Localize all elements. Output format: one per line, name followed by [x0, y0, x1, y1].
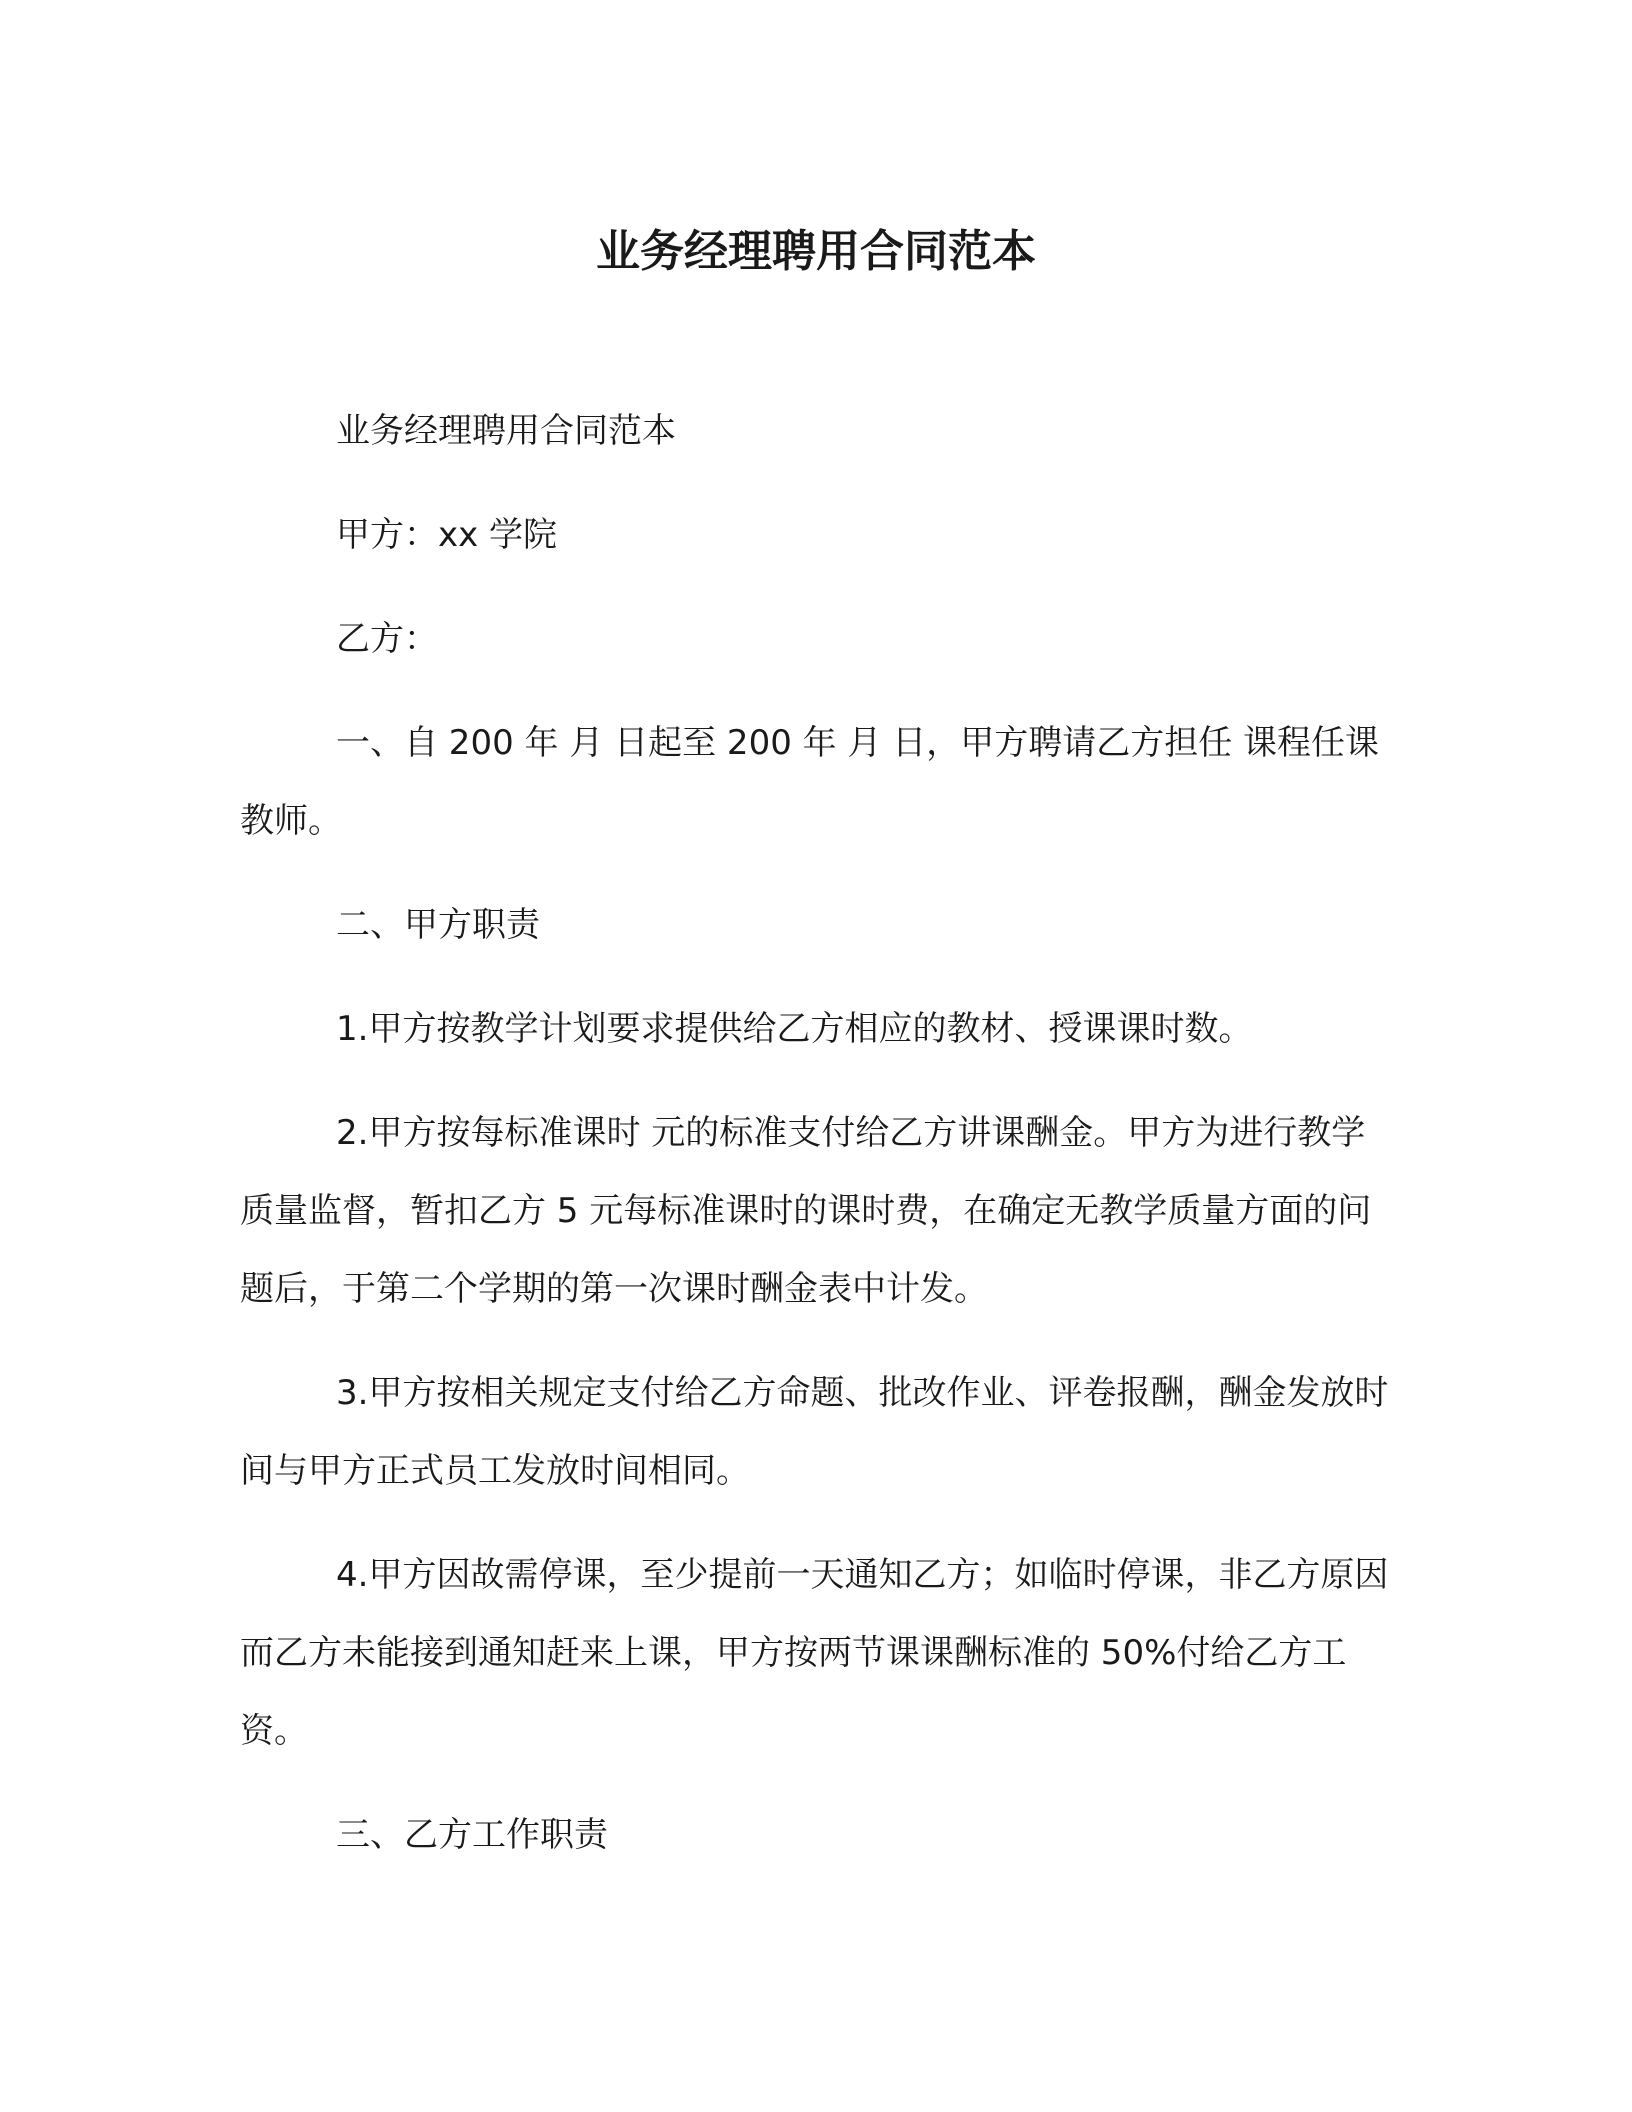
paragraph-clause-1: 1.甲方按教学计划要求提供给乙方相应的教材、授课课时数。 [336, 1009, 1253, 1049]
section-heading-party-a-duties: 二、甲方职责 [336, 905, 540, 945]
paragraph-party-a: 甲方：xx 学院 [336, 515, 558, 555]
document-body [240, 392, 1390, 1900]
paragraph-clause-2: 2.甲方按每标准课时 元的标准支付给乙方讲课酬金。甲方为进行教学质量监督，暂扣乙方 5 元每标准课时的课时费，在确定无教学质量方面的问题后，于第二个学期的第一次课时酬金表中计发。 [240, 1113, 1372, 1309]
paragraph-clause-4: 4.甲方因故需停课，至少提前一天通知乙方；如临时停课，非乙方原因而乙方未能接到通知赶来上课，甲方按两节课课酬标准的 50%付给乙方工资。 [240, 1555, 1389, 1751]
paragraph-clause-3: 3.甲方按相关规定支付给乙方命题、批改作业、评卷报酬，酬金发放时间与甲方正式员工发放时间相同。 [240, 1373, 1389, 1491]
section-heading-party-b-duties: 三、乙方工作职责 [336, 1815, 608, 1855]
paragraph-party-b: 乙方： [336, 619, 438, 659]
paragraph-term: 一、自 200 年 月 日起至 200 年 月 日，甲方聘请乙方担任 课程任课教师。 [240, 723, 1380, 841]
paragraph-subtitle: 业务经理聘用合同范本 [336, 411, 676, 451]
document-title: 业务经理聘用合同范本 [596, 226, 1036, 277]
